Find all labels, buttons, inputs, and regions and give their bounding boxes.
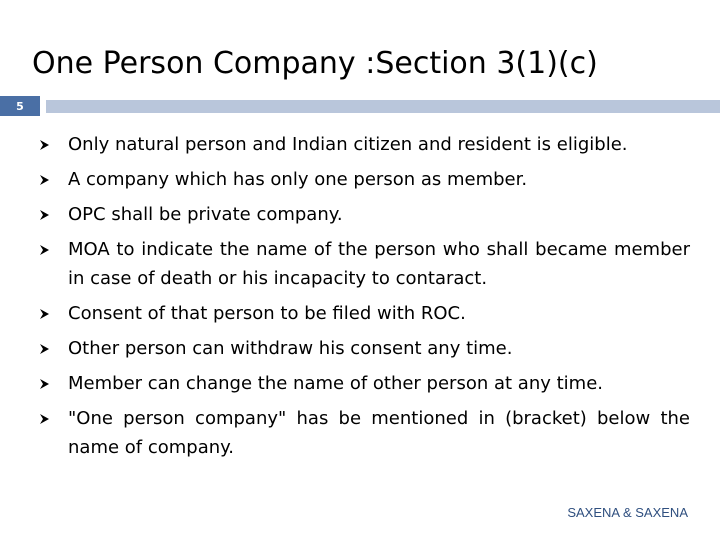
bullet-text: "One person company" has be mentioned in (bracket) below the name of company. [68, 408, 690, 458]
list-item [40, 235, 690, 293]
bullet-text: Other person can withdraw his consent any time. [68, 338, 513, 359]
title-rule [0, 96, 720, 116]
list-item [40, 404, 690, 462]
bullet-text: Consent of that person to be filed with ROC. [68, 303, 466, 324]
page-number: 5 [0, 96, 40, 116]
bullet-text: A company which has only one person as member. [68, 169, 528, 190]
arrowhead-bullet-icon [40, 210, 49, 220]
arrowhead-bullet-icon [40, 140, 49, 150]
arrowhead-bullet-icon [40, 379, 49, 389]
arrowhead-bullet-icon [40, 414, 49, 424]
list-item [40, 200, 690, 229]
arrowhead-bullet-icon [40, 175, 49, 185]
list-item [40, 165, 690, 194]
bullet-text: MOA to indicate the name of the person who shall became member in case of death or his incapacity to contaract. [68, 239, 690, 289]
list-item [40, 130, 690, 159]
bullet-list [40, 130, 690, 468]
bullet-text: OPC shall be private company. [68, 204, 343, 225]
bullet-text: Member can change the name of other person at any time. [68, 373, 603, 394]
arrowhead-bullet-icon [40, 245, 49, 255]
arrowhead-bullet-icon [40, 309, 49, 319]
footer-text: SAXENA & SAXENA [567, 505, 688, 520]
decorative-band [46, 100, 720, 113]
arrowhead-bullet-icon [40, 344, 49, 354]
slide-title: One Person Company :Section 3(1)(c) [32, 46, 598, 81]
list-item [40, 334, 690, 363]
bullet-text: Only natural person and Indian citizen and resident is eligible. [68, 134, 628, 155]
list-item [40, 299, 690, 328]
list-item [40, 369, 690, 398]
